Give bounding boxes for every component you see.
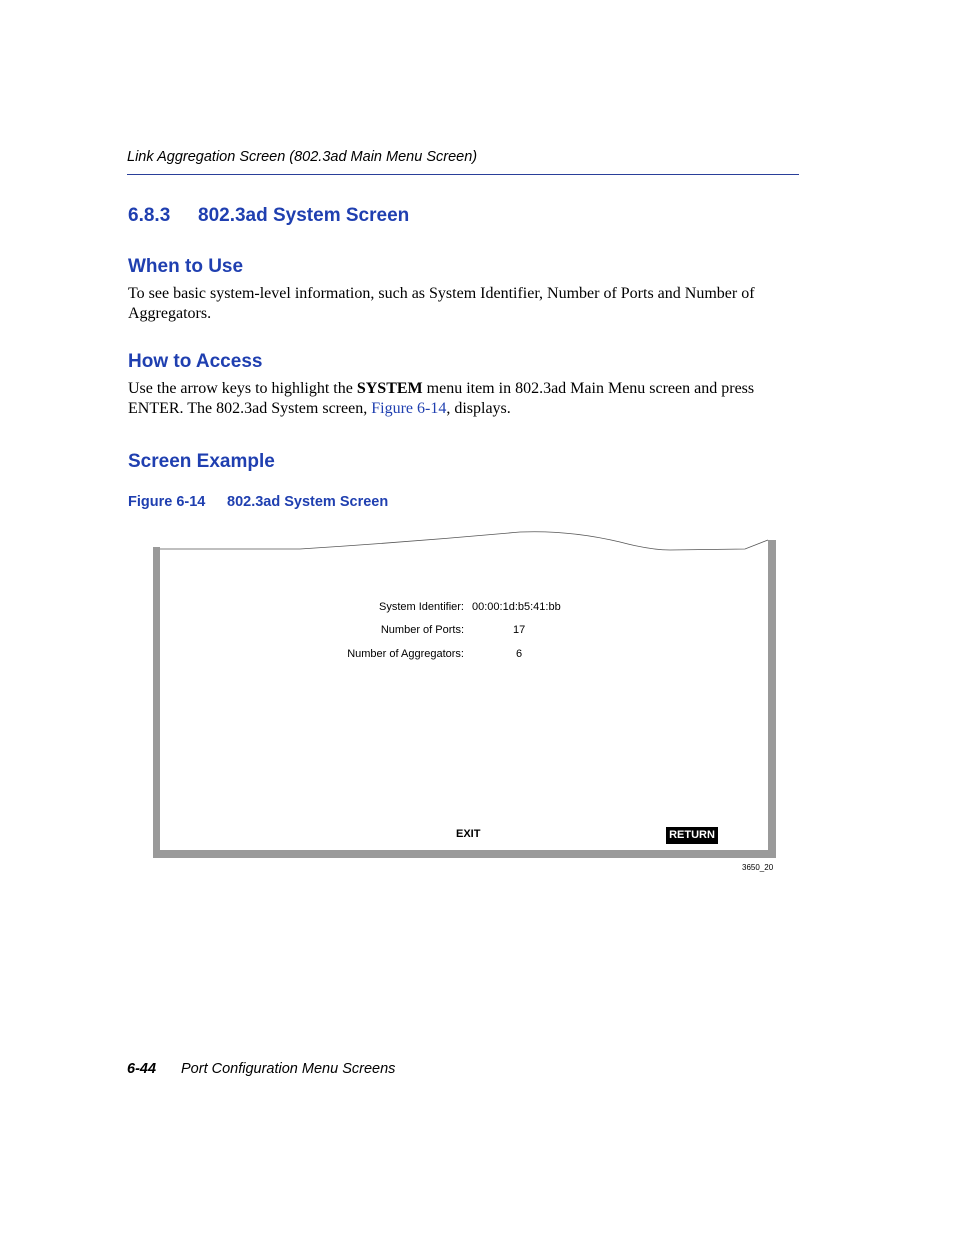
how-to-access-heading: How to Access (128, 351, 263, 372)
section-number: 6.8.3 (128, 205, 171, 226)
when-to-use-heading: When to Use (128, 256, 244, 277)
how-to-access-text-1: Use the arrow keys to highlight the (128, 380, 357, 397)
number-of-ports-label: Number of Ports: (380, 624, 464, 636)
when-to-use-text: To see basic system-level information, such as System Identifier, Number of Ports and Number of Aggregators. (128, 285, 755, 322)
figure-number: Figure 6-14 (128, 494, 206, 510)
exit-button[interactable]: EXIT (456, 828, 481, 840)
page-number: 6-44 (127, 1061, 157, 1077)
number-of-ports-value: 17 (513, 624, 526, 636)
footer-chapter-title: Port Configuration Menu Screens (181, 1061, 396, 1077)
section-title: 802.3ad System Screen (198, 205, 410, 226)
figure-art-id: 3650_20 (742, 863, 774, 872)
frame-left-border (153, 547, 160, 857)
how-to-access-text-3: , displays. (446, 400, 511, 417)
figure-link[interactable]: Figure 6-14 (371, 400, 447, 417)
screen-example-heading: Screen Example (128, 451, 275, 472)
running-header: Link Aggregation Screen (802.3ad Main Menu Screen) (127, 149, 478, 165)
return-button[interactable]: RETURN (666, 827, 718, 844)
figure-title: 802.3ad System Screen (227, 494, 389, 510)
header-rule (127, 174, 799, 175)
number-of-aggregators-value: 6 (516, 648, 523, 660)
frame-bottom-border (153, 850, 776, 858)
how-to-access-text-2: menu item in 802.3ad Main Menu screen and press ENTER. The 802.3ad System screen, (128, 380, 755, 417)
torn-top-edge (160, 532, 768, 550)
system-menu-term: SYSTEM (356, 380, 423, 397)
system-identifier-value: 00:00:1d:b5:41:bb (472, 601, 561, 613)
how-to-access-text (128, 379, 800, 419)
screen-frame (150, 528, 780, 862)
frame-right-border (768, 540, 776, 857)
number-of-aggregators-label: Number of Aggregators: (347, 648, 464, 660)
system-identifier-label: System Identifier: (379, 601, 464, 613)
